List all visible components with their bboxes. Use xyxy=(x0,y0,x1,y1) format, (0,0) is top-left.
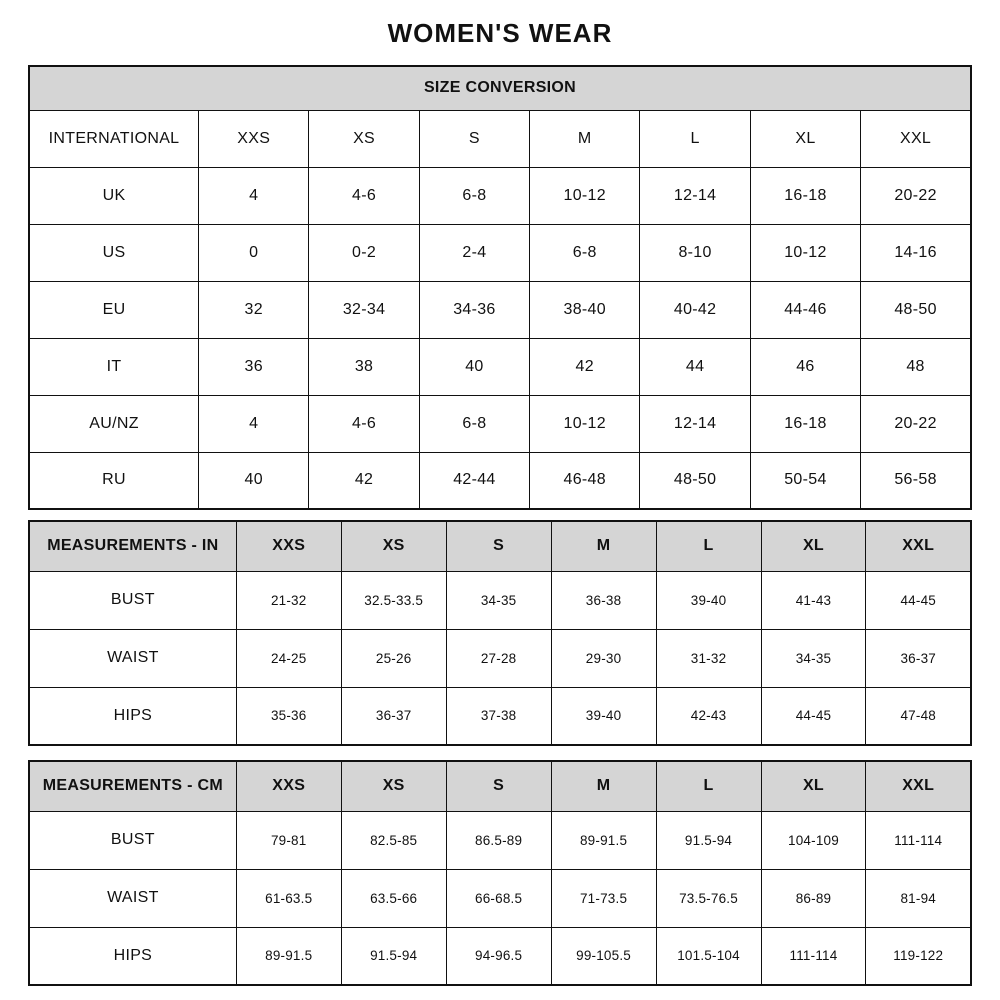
row-label-cell: BUST xyxy=(29,811,236,869)
table-cell: 21-32 xyxy=(236,571,341,629)
table-cell: 79-81 xyxy=(236,811,341,869)
column-header: XXS xyxy=(236,761,341,811)
table-cell: 35-36 xyxy=(236,687,341,745)
column-header: XXL xyxy=(866,761,971,811)
table-cell: 31-32 xyxy=(656,629,761,687)
table-cell: 66-68.5 xyxy=(446,869,551,927)
size-conversion-table xyxy=(28,65,972,510)
table-cell: 91.5-94 xyxy=(341,927,446,985)
measurements-in-table xyxy=(28,520,972,746)
column-header: S xyxy=(446,761,551,811)
column-header: XXS xyxy=(236,521,341,571)
table-cell: 39-40 xyxy=(551,687,656,745)
table-cell: M xyxy=(530,110,640,167)
table-cell: 16-18 xyxy=(750,167,860,224)
table-cell: 6-8 xyxy=(530,224,640,281)
column-header: XS xyxy=(341,521,446,571)
table-row xyxy=(29,571,971,629)
table-cell: 10-12 xyxy=(750,224,860,281)
row-label-cell: WAIST xyxy=(29,869,236,927)
table-cell: 38-40 xyxy=(530,281,640,338)
column-header: XS xyxy=(341,761,446,811)
table-cell: 82.5-85 xyxy=(341,811,446,869)
table-cell: 73.5-76.5 xyxy=(656,869,761,927)
table-row xyxy=(29,224,971,281)
table-cell: 46-48 xyxy=(530,452,640,509)
table-cell: 32-34 xyxy=(309,281,419,338)
table-cell: XL xyxy=(750,110,860,167)
column-header: XXL xyxy=(866,521,971,571)
table-row xyxy=(29,687,971,745)
table-cell: 36-37 xyxy=(341,687,446,745)
table-cell: XXL xyxy=(861,110,971,167)
table-cell: 61-63.5 xyxy=(236,869,341,927)
table-cell: 86.5-89 xyxy=(446,811,551,869)
table-cell: 36-38 xyxy=(551,571,656,629)
table-header-row xyxy=(29,521,971,571)
table-cell: 0 xyxy=(199,224,309,281)
table-cell: 101.5-104 xyxy=(656,927,761,985)
table-cell: 29-30 xyxy=(551,629,656,687)
column-header: S xyxy=(446,521,551,571)
table-cell: 81-94 xyxy=(866,869,971,927)
table-cell: 36 xyxy=(199,338,309,395)
table-cell: 37-38 xyxy=(446,687,551,745)
table-cell: 42-44 xyxy=(419,452,529,509)
table-cell: 10-12 xyxy=(530,167,640,224)
measurements-cm-title: MEASUREMENTS - CM xyxy=(29,761,236,811)
table-cell: 42 xyxy=(530,338,640,395)
table-cell: 8-10 xyxy=(640,224,750,281)
table-cell: 42-43 xyxy=(656,687,761,745)
table-cell: 6-8 xyxy=(419,167,529,224)
table-row xyxy=(29,629,971,687)
table-row xyxy=(29,811,971,869)
table-cell: XXS xyxy=(199,110,309,167)
table-cell: 6-8 xyxy=(419,395,529,452)
table-header-row xyxy=(29,761,971,811)
table-cell: 41-43 xyxy=(761,571,866,629)
row-label-cell: UK xyxy=(29,167,199,224)
table-cell: 119-122 xyxy=(866,927,971,985)
table-row xyxy=(29,927,971,985)
row-label-cell: WAIST xyxy=(29,629,236,687)
table-row xyxy=(29,338,971,395)
table-row xyxy=(29,395,971,452)
row-label-cell: EU xyxy=(29,281,199,338)
table-cell: 44-46 xyxy=(750,281,860,338)
table-cell: 4-6 xyxy=(309,167,419,224)
table-cell: 86-89 xyxy=(761,869,866,927)
table-cell: 40-42 xyxy=(640,281,750,338)
table-cell: 89-91.5 xyxy=(551,811,656,869)
row-label-cell: HIPS xyxy=(29,927,236,985)
table-cell: XS xyxy=(309,110,419,167)
table-cell: 32 xyxy=(199,281,309,338)
table-cell: 36-37 xyxy=(866,629,971,687)
table-cell: S xyxy=(419,110,529,167)
table-cell: 46 xyxy=(750,338,860,395)
measurements-cm-table xyxy=(28,760,972,986)
column-header: M xyxy=(551,521,656,571)
table-cell: 99-105.5 xyxy=(551,927,656,985)
table-cell: 38 xyxy=(309,338,419,395)
table-cell: 4-6 xyxy=(309,395,419,452)
table-cell: 71-73.5 xyxy=(551,869,656,927)
column-header: XL xyxy=(761,761,866,811)
table-cell: 56-58 xyxy=(861,452,971,509)
table-cell: 34-35 xyxy=(761,629,866,687)
row-label-cell: RU xyxy=(29,452,199,509)
table-cell: 20-22 xyxy=(861,167,971,224)
page-title: WOMEN'S WEAR xyxy=(387,18,613,48)
size-conversion-title: SIZE CONVERSION xyxy=(29,66,971,110)
row-label-cell: AU/NZ xyxy=(29,395,199,452)
table-cell: 48 xyxy=(861,338,971,395)
row-label-cell: INTERNATIONAL xyxy=(29,110,199,167)
table-cell: 42 xyxy=(309,452,419,509)
table-cell: L xyxy=(640,110,750,167)
table-row xyxy=(29,452,971,509)
table-cell: 111-114 xyxy=(866,811,971,869)
table-cell: 44 xyxy=(640,338,750,395)
table-cell: 24-25 xyxy=(236,629,341,687)
measurements-in-title: MEASUREMENTS - IN xyxy=(29,521,236,571)
table-cell: 91.5-94 xyxy=(656,811,761,869)
table-cell: 48-50 xyxy=(861,281,971,338)
table-cell: 34-36 xyxy=(419,281,529,338)
table-title-row xyxy=(29,66,971,110)
table-cell: 0-2 xyxy=(309,224,419,281)
table-cell: 89-91.5 xyxy=(236,927,341,985)
table-cell: 104-109 xyxy=(761,811,866,869)
table-cell: 4 xyxy=(199,167,309,224)
table-cell: 44-45 xyxy=(761,687,866,745)
table-row xyxy=(29,869,971,927)
table-cell: 50-54 xyxy=(750,452,860,509)
table-cell: 4 xyxy=(199,395,309,452)
table-cell: 20-22 xyxy=(861,395,971,452)
column-header: XL xyxy=(761,521,866,571)
row-label-cell: HIPS xyxy=(29,687,236,745)
table-cell: 25-26 xyxy=(341,629,446,687)
table-cell: 32.5-33.5 xyxy=(341,571,446,629)
table-cell: 34-35 xyxy=(446,571,551,629)
table-cell: 40 xyxy=(199,452,309,509)
column-header: L xyxy=(656,521,761,571)
table-cell: 39-40 xyxy=(656,571,761,629)
table-cell: 48-50 xyxy=(640,452,750,509)
table-row xyxy=(29,167,971,224)
table-cell: 27-28 xyxy=(446,629,551,687)
row-label-cell: BUST xyxy=(29,571,236,629)
table-cell: 111-114 xyxy=(761,927,866,985)
table-cell: 44-45 xyxy=(866,571,971,629)
column-header: M xyxy=(551,761,656,811)
table-row xyxy=(29,110,971,167)
table-cell: 63.5-66 xyxy=(341,869,446,927)
table-cell: 14-16 xyxy=(861,224,971,281)
table-row xyxy=(29,281,971,338)
table-cell: 2-4 xyxy=(419,224,529,281)
table-cell: 94-96.5 xyxy=(446,927,551,985)
table-cell: 12-14 xyxy=(640,395,750,452)
table-cell: 40 xyxy=(419,338,529,395)
row-label-cell: IT xyxy=(29,338,199,395)
table-cell: 47-48 xyxy=(866,687,971,745)
row-label-cell: US xyxy=(29,224,199,281)
column-header: L xyxy=(656,761,761,811)
table-cell: 10-12 xyxy=(530,395,640,452)
table-cell: 16-18 xyxy=(750,395,860,452)
table-cell: 12-14 xyxy=(640,167,750,224)
